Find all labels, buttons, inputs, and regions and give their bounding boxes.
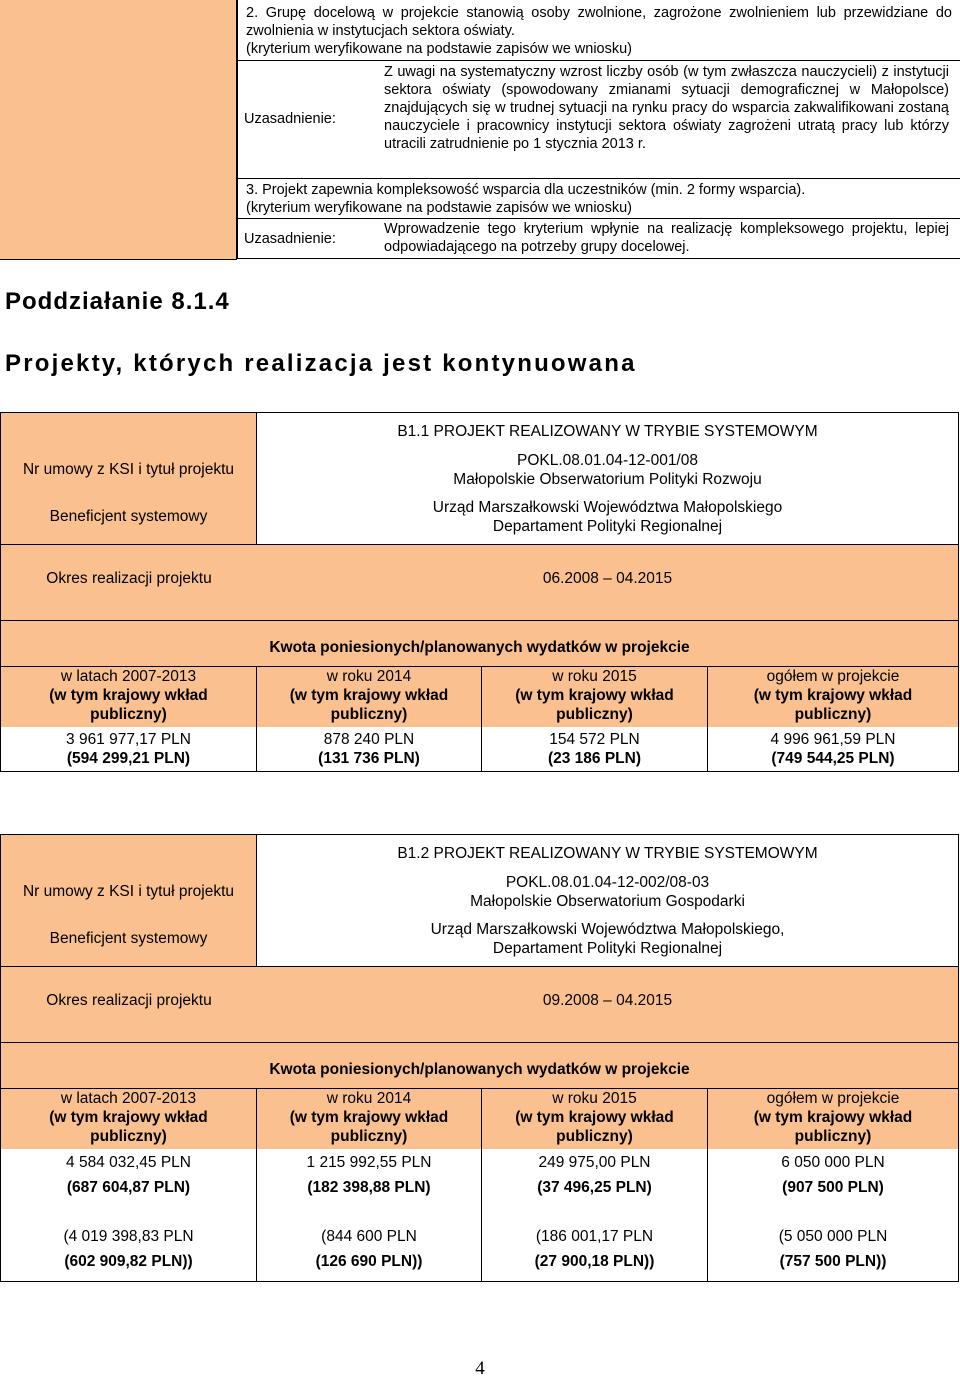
criterion-3: 3. Projekt zapewnia kompleksowość wsparcia dla uczestników (min. 2 formy wsparcia).	[246, 182, 806, 198]
col-head-incl: (w tym krajowy wkład	[515, 1109, 674, 1126]
costs-heading-row	[1, 621, 958, 667]
amount-public: (687 604,87 PLN)	[66, 1179, 191, 1196]
project-table-b1-1	[0, 412, 959, 772]
amount-public-alt: (602 909,82 PLN))	[64, 1253, 193, 1270]
beneficiary-label: Beneficjent systemowy	[49, 508, 208, 525]
period-value: 09.2008 – 04.2015	[542, 992, 673, 1009]
col-head: w roku 2014	[326, 1090, 412, 1107]
project-code: POKL.08.01.04-12-002/08-03	[505, 874, 710, 891]
col-head: w latach 2007-2013	[60, 1090, 197, 1107]
divider	[238, 178, 960, 179]
amount-total: 154 572 PLN	[549, 731, 640, 748]
criteria-box	[237, 0, 960, 259]
period-row	[1, 967, 958, 1043]
beneficiary-line-2: Departament Polityki Regionalnej	[492, 518, 723, 535]
col-3	[482, 667, 708, 771]
amount-public-alt: (126 690 PLN))	[315, 1253, 423, 1270]
col-head: ogółem w projekcie	[766, 668, 900, 685]
col-head-publ: publiczny)	[794, 1128, 872, 1145]
beneficiary-line-2: Departament Polityki Regionalnej	[492, 940, 723, 957]
divider	[238, 218, 960, 219]
project-title: B1.1 PROJEKT REALIZOWANY W TRYBIE SYSTEMOWYM	[397, 423, 818, 440]
col-head-publ: publiczny)	[330, 706, 408, 723]
label-cell	[1, 413, 257, 545]
info-cell	[257, 413, 958, 545]
justification-3: Wprowadzenie tego kryterium wpłynie na realizację kompleksowego projektu, lepiej odpowiadającego na potrzeby grupy docelowej.	[384, 221, 949, 255]
subaction-heading: Poddziałanie 8.1.4	[5, 288, 230, 315]
costs-heading: Kwota poniesionych/planowanych wydatków w projekcie	[269, 1061, 690, 1078]
col-4	[708, 1089, 958, 1281]
justification-2: Z uwagi na systematyczny wzrost liczby osób (w tym zwłaszcza nauczycieli) z instytucji sektora oświaty (spowodowany zmianami sytuacji demograficznej w Małopolsce) znajdujących się w trudnej sytuacji na rynku pracy do wsparcia zakwalifikowani zostaną nauczyciele i pracownicy instytucji sektora oświaty zagrożeni utratą pracy lub którzy utracili zatrudnienie po 1 stycznia 2013 r.	[384, 64, 949, 152]
project-code: POKL.08.01.04-12-001/08	[517, 452, 698, 469]
project-name: Małopolskie Obserwatorium Polityki Rozwoju	[453, 471, 762, 488]
period-value: 06.2008 – 04.2015	[542, 570, 673, 587]
amount-public: (23 186 PLN)	[547, 750, 642, 767]
col-head-publ: publiczny)	[90, 1128, 167, 1145]
col-head-publ: publiczny)	[330, 1128, 408, 1145]
col-2	[257, 1089, 482, 1281]
amount-total-alt: (5 050 000 PLN	[778, 1228, 888, 1245]
col-head-incl: (w tym krajowy wkład	[515, 687, 674, 704]
col-3	[482, 1089, 708, 1281]
contract-label: Nr umowy z KSI i tytuł projektu	[22, 883, 235, 900]
project-title: B1.2 PROJEKT REALIZOWANY W TRYBIE SYSTEMOWYM	[397, 845, 818, 862]
period-row	[1, 545, 958, 621]
col-4	[708, 667, 958, 771]
col-head: w roku 2015	[552, 1090, 637, 1107]
page-number: 4	[475, 1358, 485, 1379]
period-label: Okres realizacji projektu	[46, 992, 212, 1009]
col-head-publ: publiczny)	[556, 1128, 633, 1145]
col-head-incl: (w tym krajowy wkład	[753, 687, 913, 704]
amount-public-alt: (27 900,18 PLN))	[534, 1253, 655, 1270]
criterion-3-verification: (kryterium weryfikowane na podstawie zapisów we wniosku)	[246, 200, 633, 216]
col-head: w roku 2015	[552, 668, 637, 685]
amount-total: 3 961 977,17 PLN	[66, 731, 191, 748]
amount-public: (594 299,21 PLN)	[66, 750, 191, 767]
label-cell	[1, 835, 257, 967]
criterion-2: 2. Grupę docelową w projekcie stanowią osoby zwolnione, zagrożone zwolnieniem lub przewidziane do zwolnienia w instytucjach sektora oświaty.	[246, 5, 952, 39]
amount-total-alt: (4 019 398,83 PLN	[63, 1228, 194, 1245]
col-head-incl: (w tym krajowy wkład	[49, 1109, 208, 1126]
col-head: w latach 2007-2013	[60, 668, 197, 685]
amount-public: (37 496,25 PLN)	[537, 1179, 652, 1196]
amount-total: 249 975,00 PLN	[538, 1154, 651, 1171]
justification-label: Uzasadnienie:	[244, 231, 336, 247]
col-head-incl: (w tym krajowy wkład	[49, 687, 208, 704]
justification-label: Uzasadnienie:	[244, 111, 336, 127]
amount-public: (907 500 PLN)	[782, 1179, 884, 1196]
amount-public: (131 736 PLN)	[318, 750, 420, 767]
col-head-incl: (w tym krajowy wkład	[289, 1109, 449, 1126]
col-1	[1, 667, 257, 771]
col-1	[1, 1089, 257, 1281]
projects-heading: Projekty, których realizacja jest kontynuowana	[5, 350, 637, 377]
amount-public-alt: (757 500 PLN))	[779, 1253, 887, 1270]
amount-public: (749 544,25 PLN)	[771, 750, 895, 767]
divider	[238, 60, 960, 61]
amount-total: 4 996 961,59 PLN	[770, 731, 896, 748]
col-head-publ: publiczny)	[90, 706, 167, 723]
amount-total: 1 215 992,55 PLN	[306, 1154, 432, 1171]
criterion-2-verification: (kryterium weryfikowane na podstawie zapisów we wniosku)	[246, 41, 633, 57]
amount-total: 878 240 PLN	[323, 731, 415, 748]
period-label: Okres realizacji projektu	[46, 570, 212, 587]
amount-total: 6 050 000 PLN	[781, 1154, 885, 1171]
col-head-incl: (w tym krajowy wkład	[753, 1109, 913, 1126]
beneficiary-label: Beneficjent systemowy	[49, 930, 208, 947]
project-table-b1-2	[0, 834, 959, 1282]
left-margin-shading	[0, 0, 237, 260]
amount-total-alt: (186 001,17 PLN	[535, 1228, 654, 1245]
col-head-publ: publiczny)	[556, 706, 633, 723]
costs-heading: Kwota poniesionych/planowanych wydatków w projekcie	[269, 639, 690, 656]
col-head: w roku 2014	[326, 668, 412, 685]
project-name: Małopolskie Obserwatorium Gospodarki	[470, 893, 745, 910]
amount-total: 4 584 032,45 PLN	[66, 1154, 191, 1171]
col-2	[257, 667, 482, 771]
col-head: ogółem w projekcie	[766, 1090, 900, 1107]
info-cell	[257, 835, 958, 967]
amount-public: (182 398,88 PLN)	[307, 1179, 431, 1196]
col-head-publ: publiczny)	[794, 706, 872, 723]
beneficiary-line-1: Urząd Marszałkowski Województwa Małopolskiego,	[430, 921, 785, 938]
col-head-incl: (w tym krajowy wkład	[289, 687, 449, 704]
beneficiary-line-1: Urząd Marszałkowski Województwa Małopolskiego	[432, 499, 783, 516]
contract-label: Nr umowy z KSI i tytuł projektu	[22, 461, 235, 478]
amount-total-alt: (844 600 PLN	[321, 1228, 417, 1245]
costs-heading-row	[1, 1043, 958, 1089]
